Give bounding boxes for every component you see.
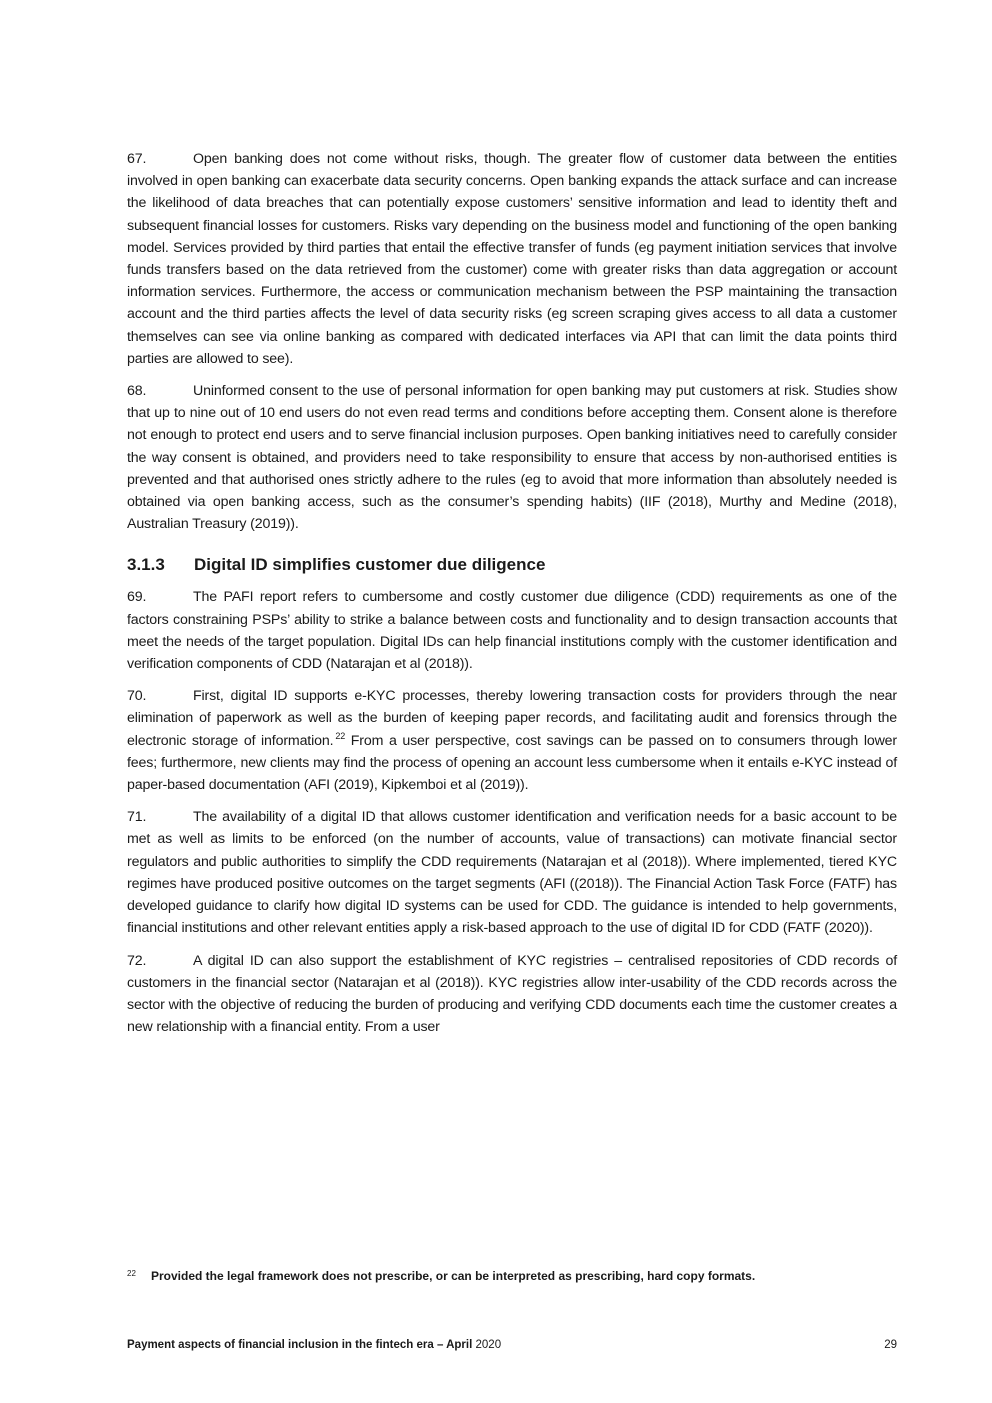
paragraph-text-before: First, digital ID supports e-KYC processes, thereby lowering transaction costs for providers through the near elimination of paperwork as well as the burden of keeping paper records, and facilitating audit and forensics through the electronic storage of information. <box>127 688 897 749</box>
paragraph-text: Uninformed consent to the use of personal information for open banking may put customers at risk. Studies show that up to nine out of 10 end users do not even read terms and conditions before accepting them. Consent alone is therefore not enough to protect end users and to serve financial inclusion purposes. Open banking initiatives need to carefully consider the way consent is obtained, and providers need to take responsibility to ensure that access by non-authorised entities is prevented and that authorised ones strictly adhere to the rules (eg to avoid that more information than absolutely needed is obtained via open banking access, such as the consumer’s spending habits) (IIF (2018), Murthy and Medine (2018), Australian Treasury (2019)). <box>127 383 897 533</box>
footnote-number: 22 <box>127 1269 136 1278</box>
footnote-text: Provided the legal framework does not prescribe, or can be interpreted as prescribing, hard copy formats. <box>151 1269 756 1283</box>
paragraph-number: 68. <box>127 383 147 400</box>
paragraph-70 <box>127 685 897 796</box>
paragraph-text: Open banking does not come without risks, though. The greater flow of customer data between the entities involved in open banking can exacerbate data security concerns. Open banking expands the attack surface and can increase the likelihood of data breaches that can potentially expose customers’ sensitive information and lead to identity theft and subsequent financial losses for customers. Risks vary depending on the business model and functioning of the open banking model. Services provided by third parties that entail the effective transfer of funds (eg payment initiation services that involve funds transfers based on the data retrieved from the customer) come with greater risks than data aggregation or account information services. Furthermore, the access or communication mechanism between the PSP maintaining the transaction account and the third parties affects the level of data security risks (eg screen scraping gives access to all data a customer themselves can see via online banking as compared with dedicated interfaces via API that can limit the data points third parties are allowed to see). <box>127 151 897 367</box>
footer-year: 2020 <box>475 1339 502 1351</box>
section-title: Digital ID simplifies customer due diligence <box>194 555 546 575</box>
paragraph-number: 72. <box>127 952 147 969</box>
paragraph-number: 71. <box>127 809 147 826</box>
paragraph-68 <box>127 380 897 535</box>
paragraph-number: 70. <box>127 688 147 705</box>
paragraph-number: 67. <box>127 151 147 167</box>
paragraph-text-after: From a user perspective, cost savings can be passed on to consumers through lower fees; furthermore, new clients may find the process of opening an account less cumbersome when it entails e-KYC instead of paper-based documentation (AFI (2019), Kipkemboi et al (2019)). <box>127 732 897 794</box>
footer-title: Payment aspects of financial inclusion in the fintech era – April <box>127 1339 473 1351</box>
paragraph-text: The availability of a digital ID that allows customer identification and verification needs for a basic account to be met as well as limits to be enforced (on the number of accounts, value of transactions) can motivate financial sector regulators and public authorities to simplify the CDD requirements (Natarajan et al (2018)). Where implemented, tiered KYC regimes have produced positive outcomes on the target segments (AFI ((2018)). The Financial Action Task Force (FATF) has developed guidance to clarify how digital ID systems can be used for CDD. The guidance is intended to help governments, financial institutions and other relevant entities apply a risk-based approach to the use of digital ID for CDD (FATF (2020)). <box>127 809 897 937</box>
paragraph-71 <box>127 806 897 939</box>
paragraph-67 <box>127 148 897 370</box>
paragraph-text: A digital ID can also support the establishment of KYC registries – centralised repositories of CDD records of customers in the financial sector (Natarajan et al (2018)). KYC registries allow inter-usability of the CDD records across the sector with the objective of reducing the burden of producing and verifying CDD documents each time the customer creates a new relationship with a financial entity. From a user <box>127 952 897 1036</box>
paragraph-text: The PAFI report refers to cumbersome and costly customer due diligence (CDD) requirements as one of the factors constraining PSPs’ ability to strike a balance between costs and functionality and to design transaction accounts that meet the needs of the target population. Digital IDs can help financial institutions comply with the customer identification and verification components of CDD (Natarajan et al (2018)). <box>127 589 897 673</box>
section-number: 3.1.3 <box>127 555 165 575</box>
page-number: 29 <box>884 1339 897 1351</box>
section-heading <box>127 555 897 575</box>
footnote <box>127 1269 897 1283</box>
page-body <box>127 148 897 1048</box>
paragraph-69 <box>127 586 897 675</box>
footnote-reference[interactable]: 22 <box>335 730 346 741</box>
paragraph-72 <box>127 950 897 1039</box>
paragraph-number: 69. <box>127 589 147 606</box>
page-footer <box>127 1339 897 1351</box>
